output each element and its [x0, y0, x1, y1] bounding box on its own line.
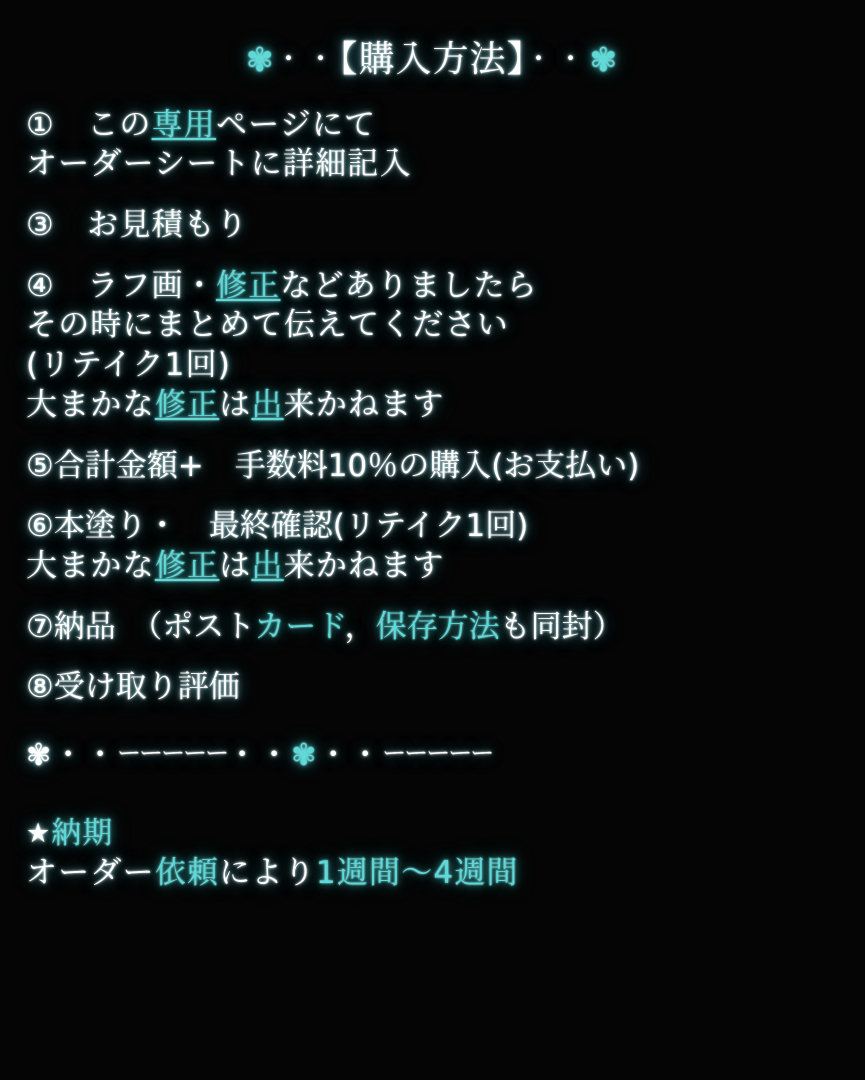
text-run: 来かねます [283, 547, 445, 584]
divider-dash-a: ーーーーー [117, 738, 228, 767]
text-run-accent: 専用 [151, 106, 216, 143]
text-run-accent: 依頼 [154, 854, 220, 891]
text-run: ④ ラフ画・ [26, 267, 216, 304]
step-4-line-3 [26, 346, 839, 386]
text-run: などありましたら [280, 267, 539, 304]
step-5 [26, 447, 839, 487]
text-run: 大まかな [26, 386, 155, 423]
delivery-heading [26, 808, 839, 852]
step-6-line-2 [26, 547, 839, 587]
divider-dash-b: ーーーーー [382, 738, 493, 767]
text-run: も同封） [499, 608, 624, 645]
text-run-accent: 1週間〜4週間 [315, 854, 519, 891]
text-run-accent: 修正 [216, 267, 281, 304]
text-run: により [219, 854, 316, 891]
flower-icon-right: ✾ [589, 39, 620, 79]
flower-icon-divider-left: ✾ [26, 737, 54, 773]
step-8-line-1 [26, 668, 839, 708]
text-run: ③ お見積もり [26, 207, 249, 244]
text-run-accent: 修正 [154, 547, 220, 584]
step-3 [26, 206, 839, 246]
text-run-accent: 保存方法 [375, 608, 500, 645]
text-run: は [219, 547, 252, 584]
text-run: 来かねます [283, 386, 445, 423]
step-7 [26, 608, 839, 648]
text-run: オーダーシートに詳細記入 [26, 146, 412, 183]
text-run-accent: 出 [251, 547, 284, 584]
step-7-line-1 [26, 608, 839, 648]
title-dots-right: ・・ [525, 44, 590, 75]
divider [26, 730, 839, 774]
step-1-line-2 [26, 145, 839, 185]
text-run: その時にまとめて伝えてください [26, 307, 509, 344]
step-5-line-1 [26, 447, 839, 487]
step-6-line-1 [26, 507, 839, 547]
text-run: ⑧受け取り評価 [26, 669, 240, 706]
divider-dots-a: ・・ [53, 737, 118, 773]
text-run: ページにて [216, 106, 377, 143]
text-run: ① この [26, 106, 152, 143]
star-icon: ★ [26, 817, 52, 849]
step-6 [26, 507, 839, 586]
title-text: 【購入方法】 [339, 39, 526, 81]
step-4-line-4 [26, 386, 839, 426]
delivery-line [26, 854, 839, 894]
text-run: 大まかな [26, 547, 155, 584]
flower-icon-left: ✾ [245, 39, 276, 79]
page-title [26, 40, 839, 80]
step-8 [26, 668, 839, 708]
text-run-accent: カード [254, 608, 345, 645]
step-4-line-2 [26, 306, 839, 346]
title-dots-left: ・・ [275, 44, 340, 75]
text-run: ⑦納品 （ポスト [26, 608, 255, 645]
text-run: ⑤合計金額+ 手数料10％の購入(お支払い) [26, 447, 640, 484]
text-run-accent: 修正 [154, 386, 220, 423]
text-run: ⑥本塗り・ 最終確認(リテイク1回) [26, 508, 529, 545]
delivery-heading-text: 納期 [51, 815, 114, 851]
divider-dots-b: ・・ [227, 737, 292, 773]
text-run: は [219, 386, 252, 423]
step-4 [26, 267, 839, 426]
flower-icon-divider-mid: ✾ [291, 737, 319, 773]
text-run: (リテイク1回) [26, 347, 232, 384]
delivery-section [26, 808, 839, 894]
step-1-line-1 [26, 106, 839, 146]
text-run-accent: 出 [251, 386, 284, 423]
step-1 [26, 106, 839, 185]
divider-dots-c: ・・ [318, 737, 383, 773]
text-run: ， [344, 608, 376, 645]
step-4-line-1 [26, 267, 839, 307]
text-run: オーダー [26, 854, 155, 891]
step-3-line-1 [26, 206, 839, 246]
